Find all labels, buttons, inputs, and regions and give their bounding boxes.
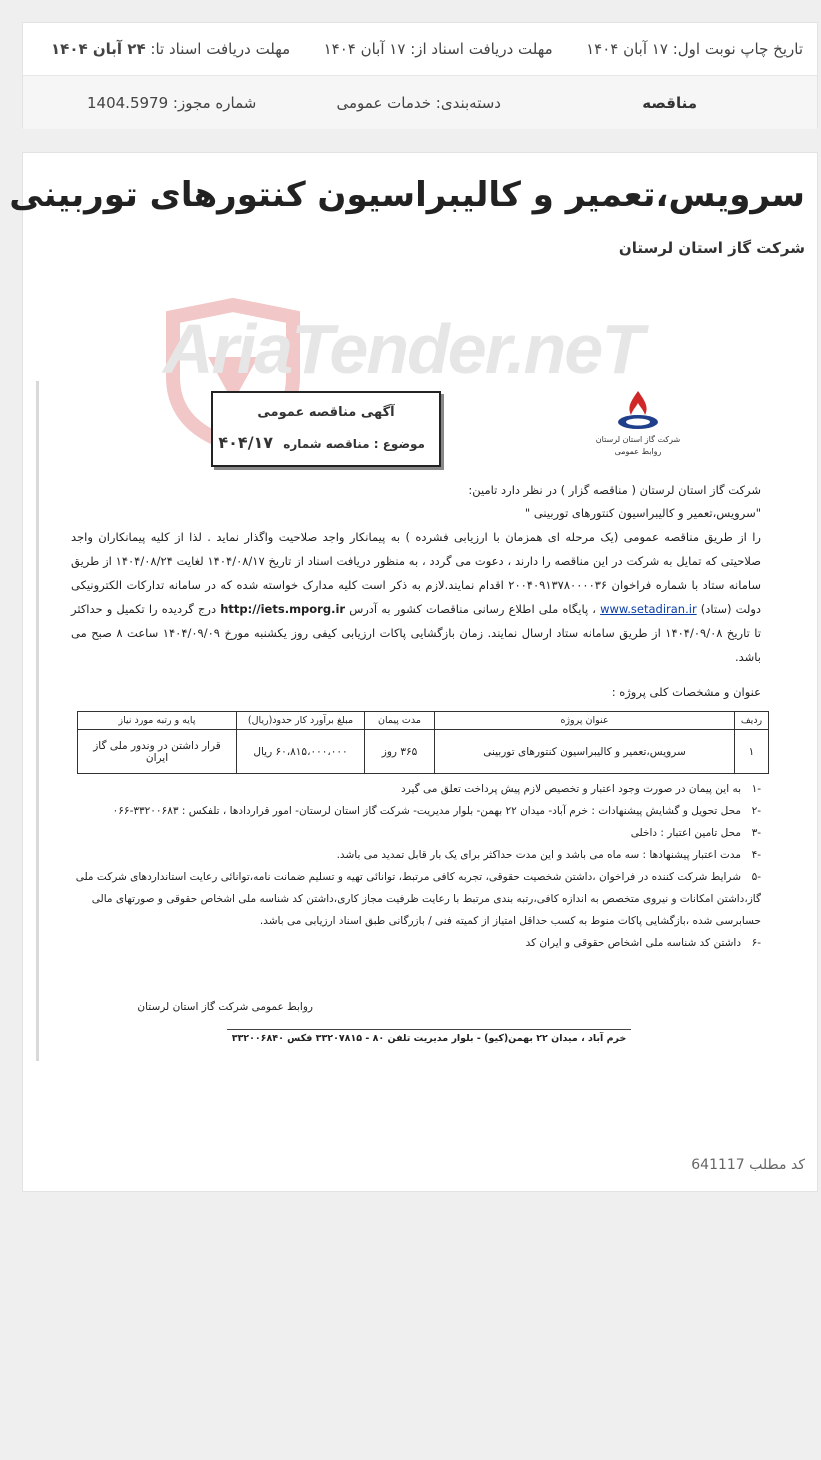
table-header: عنوان پروژه <box>435 712 735 730</box>
intro-line-1: شرکت گاز استان لرستان ( مناقصه گزار ) در نظر دارد تامین: <box>468 483 761 497</box>
paragraph-part-b: ، پایگاه ملی اطلاع رسانی مناقصات کشور به آدرس <box>349 602 596 616</box>
print-date-value: ۱۷ آبان ۱۴۰۴ <box>586 40 668 58</box>
condition-text: شرایط شرکت کننده در فراخوان ،داشتن شخصیت حقوقی، تجربه کافی مرتبط، توانائی تهیه و تسلیم ضمانت نامه،توانائی رعایت استانداردهای شرکت ملی گاز،داشتن امکانات و نیروی متخصص به اندازه کافی،رتبه بندی مرتبط با رعایت ظرفیت مجاز کاری،داشتن کد شناسه ملی اشخاص حقوقی و صورتهای مالی حسابرسی شده ،بازگشایی پاکات منوط به کسب حداقل امتیاز از کمیته فنی / بازرگانی طبق اسناد ارزیابی می باشد. <box>75 871 761 927</box>
table-header: ردیف <box>735 712 769 730</box>
table-row <box>78 730 769 774</box>
docs-from-value: ۱۷ آبان ۱۴۰۴ <box>323 40 406 58</box>
docs-from-label: مهلت دریافت اسناد از: <box>410 40 553 58</box>
docs-to <box>51 40 290 58</box>
list-item <box>71 822 761 844</box>
list-item <box>71 800 761 822</box>
list-item <box>71 932 761 954</box>
tender-category: دسته‌بندی: خدمات عمومی <box>336 93 501 112</box>
print-date-label: تاریخ چاپ نوبت اول: <box>672 40 803 58</box>
logo-company-name: شرکت گاز استان لرستان <box>595 435 681 444</box>
organization-name: شرکت گاز استان لرستان <box>618 239 805 257</box>
intro-line-2: "سرویس،تعمیر و کالیبراسیون کنتورهای توربینی " <box>524 506 761 520</box>
print-date <box>586 40 803 58</box>
condition-text: محل تامین اعتبار : داخلی <box>630 827 741 839</box>
ad-subject-label: موضوع : مناقصه شماره <box>283 437 425 451</box>
list-item <box>71 778 761 800</box>
table-header-row <box>78 712 769 730</box>
condition-text: مدت اعتبار پیشنهادها : سه ماه می باشد و این مدت حداکثر برای یک بار قابل تمدید می باشد. <box>336 849 741 861</box>
ad-number: ۴۰۴/۱۷ <box>218 433 274 452</box>
iets-link[interactable]: http://iets.mporg.ir <box>220 602 346 616</box>
table-cell: قرار داشتن در وندور ملی گاز ایران <box>78 730 237 774</box>
main-paragraph <box>71 525 761 669</box>
condition-number: -۴ <box>751 849 761 861</box>
docs-from <box>324 40 553 58</box>
table-cell: سرویس،تعمیر و کالیبراسیون کنتورهای توربینی <box>435 730 735 774</box>
project-table <box>77 711 769 774</box>
condition-number: -۲ <box>751 805 761 817</box>
condition-number: -۶ <box>751 937 761 949</box>
paragraph-part-a: را از طریق مناقصه عمومی (یک مرحله ای همزمان با ارزیابی فشرده ) به پیمانکار واجد صلاحیت واگذار نماید . لذا از کلیه پیمانکاران واجد صلاحیتی که تمایل به شرکت در این مناقصه را دارند ، دعوت می گردد ، به منظور دریافت اسناد از تاریخ ۱۴۰۴/۰۸/۱۷ لغایت ۱۴۰۴/۰۸/۲۴ از طریق سامانه ستاد با شماره فراخوان ۲۰۰۴۰۹۱۳۷۸۰۰۰۰۳۶ اقدام نمایند.لازم به ذکر است کلیه مدارک خواسته شده که در سامانه تدارکات الکترونیکی دولت (ستاد) <box>71 530 762 616</box>
watermark-text: AriaTender.neT <box>163 310 642 388</box>
condition-text: محل تحویل و گشایش پیشنهادات : خرم آباد- میدان ۲۲ بهمن- بلوار مدیریت- شرکت گاز استان لرستان- امور قراردادها ، تلفکس : ۳۳۲۰۰۶۸۳-۰۶۶ <box>112 805 741 817</box>
tender-main-card <box>9 152 818 1192</box>
table-cell: ۳۶۵ روز <box>365 730 435 774</box>
document-left-rule <box>36 381 39 1061</box>
table-cell: ۱ <box>735 730 769 774</box>
page-title: سرویس،تعمیر و کالیبراسیون کنتورهای توربینی <box>9 175 805 215</box>
condition-number: -۳ <box>751 827 761 839</box>
condition-number: -۱ <box>751 783 761 795</box>
tender-document-image <box>33 310 813 1063</box>
table-header: مدت پیمان <box>365 712 435 730</box>
footer-divider <box>227 1029 631 1030</box>
ad-title: آگهی مناقصه عمومی <box>257 405 395 420</box>
tender-type: مناقصه <box>642 93 697 112</box>
meta-info-row <box>23 75 817 129</box>
table-header: مبلغ برآورد کار حدود(ریال) <box>237 712 365 730</box>
document-footer: خرم آباد ، میدان ۲۲ بهمن(کیو) - بلوار مدیریت تلفن ۸۰ - ۳۳۲۰۷۸۱۵ فکس ۳۳۲۰۰۶۸۴۰ <box>231 1033 627 1044</box>
conditions-list <box>71 778 761 954</box>
paragraph-part-c: درج گردیده را تکمیل و حداکثر تا تاریخ ۱۴۰۴/۰۹/۰۸ از طریق سامانه ستاد ارسال نمایند. زمان بازگشایی پاکات ارزیابی کیفی روز یکشنبه مورخ ۱۴۰۴/۰۹/۰۹ ساعت ۸ صبح می باشد. <box>71 602 761 664</box>
flame-logo-icon <box>615 389 661 433</box>
setadiran-link[interactable]: www.setadiran.ir <box>600 602 697 616</box>
list-item <box>71 866 761 932</box>
company-logo <box>587 387 687 467</box>
docs-to-label: مهلت دریافت اسناد تا: <box>150 40 291 58</box>
logo-department: روابط عمومی <box>614 447 662 456</box>
ad-title-box <box>211 391 441 467</box>
ad-subject <box>218 433 425 452</box>
table-header: پایه و رتبه مورد نیاز <box>78 712 237 730</box>
condition-number: -۵ <box>751 871 761 883</box>
signature: روابط عمومی شرکت گاز استان لرستان <box>137 1001 313 1013</box>
docs-to-value: ۲۴ آبان ۱۴۰۴ <box>51 40 146 58</box>
project-heading: عنوان و مشخصات کلی پروژه : <box>611 685 761 699</box>
condition-text: به این پیمان در صورت وجود اعتبار و تخصیص لازم پیش پرداخت تعلق می گیرد <box>401 783 741 795</box>
article-code: کد مطلب 641117 <box>691 1157 805 1173</box>
license-number: شماره مجوز: 1404.5979 <box>87 93 257 112</box>
table-cell: ۶۰،۸۱۵،۰۰۰،۰۰۰ ریال <box>237 730 365 774</box>
list-item <box>71 844 761 866</box>
tender-meta-card <box>22 22 818 128</box>
meta-dates-row <box>23 23 817 75</box>
condition-text: داشتن کد شناسه ملی اشخاص حقوقی و ایران کد <box>525 937 741 949</box>
